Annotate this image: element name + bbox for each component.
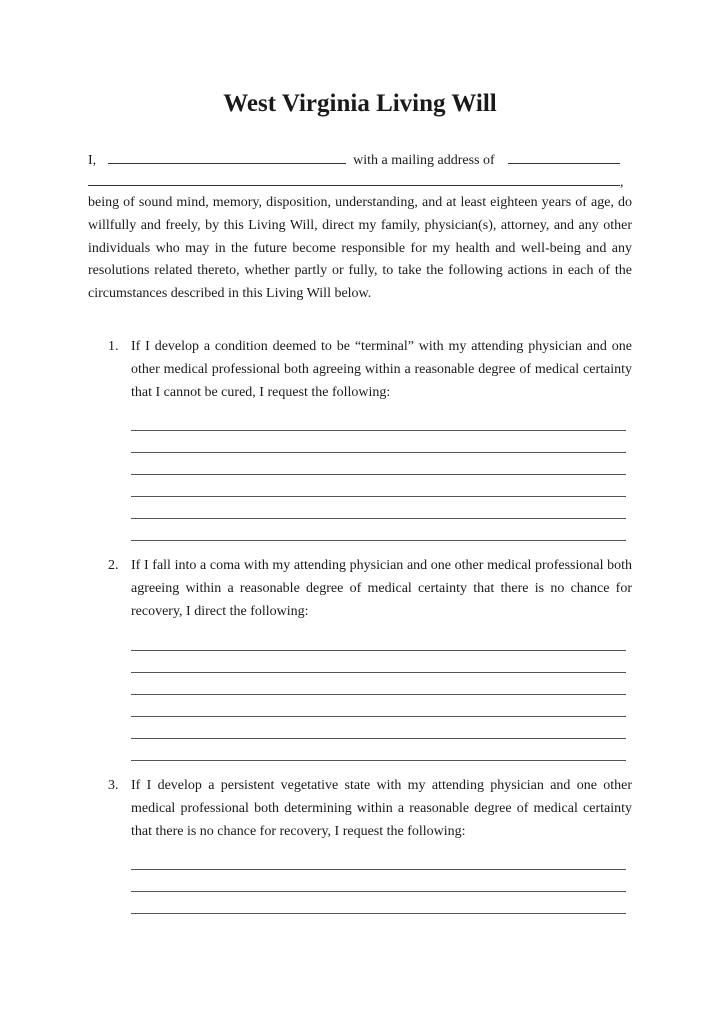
response-line[interactable]	[131, 694, 626, 695]
directive-item-1	[108, 336, 632, 404]
address-label: with a mailing address of	[353, 153, 495, 168]
item-text: If I fall into a coma with my attending physician and one other medical professional both agreeing within a reasonable degree of medical certainty that there is no chance for recovery, I direct the following:	[131, 558, 632, 619]
response-line[interactable]	[131, 430, 626, 431]
response-line[interactable]	[131, 869, 626, 870]
mailing-address-blank[interactable]	[508, 149, 620, 164]
response-line[interactable]	[131, 496, 626, 497]
address-line	[88, 171, 634, 191]
declarant-line	[88, 149, 630, 169]
response-line[interactable]	[131, 913, 626, 914]
item-number: 2.	[108, 558, 119, 573]
response-line[interactable]	[131, 760, 626, 761]
mailing-address-continued-blank[interactable]	[88, 171, 620, 186]
address-line-comma: ,	[620, 175, 624, 190]
response-line[interactable]	[131, 474, 626, 475]
directive-item-2	[108, 555, 632, 623]
response-line[interactable]	[131, 540, 626, 541]
intro-paragraph: being of sound mind, memory, disposition, understanding, and at least eighteen years of age, do willfully and freely, by this Living Will, direct my family, physician(s), attorney, and any other individuals who may in the future become responsible for my health and well-being and any resolutions related thereto, whether partly or fully, to take the following actions in each of the circumstances described in this Living Will below.	[88, 195, 632, 302]
response-line[interactable]	[131, 891, 626, 892]
declarant-prefix: I,	[88, 153, 97, 168]
response-line[interactable]	[131, 738, 626, 739]
response-line[interactable]	[131, 518, 626, 519]
response-line[interactable]	[131, 672, 626, 673]
document-title: West Virginia Living Will	[223, 90, 497, 117]
response-line[interactable]	[131, 452, 626, 453]
item-number: 3.	[108, 778, 119, 793]
item-text: If I develop a condition deemed to be “terminal” with my attending physician and one other medical professional both agreeing within a reasonable degree of medical certainty that I cannot be cured, I request the following:	[131, 339, 632, 400]
response-line[interactable]	[131, 650, 626, 651]
item-number: 1.	[108, 339, 119, 354]
response-line[interactable]	[131, 716, 626, 717]
item-text: If I develop a persistent vegetative state with my attending physician and one other medical professional both determining within a reasonable degree of medical certainty that there is no chance for recovery, I request the following:	[131, 778, 632, 839]
directive-item-3	[108, 775, 632, 843]
declarant-name-blank[interactable]	[108, 149, 346, 164]
